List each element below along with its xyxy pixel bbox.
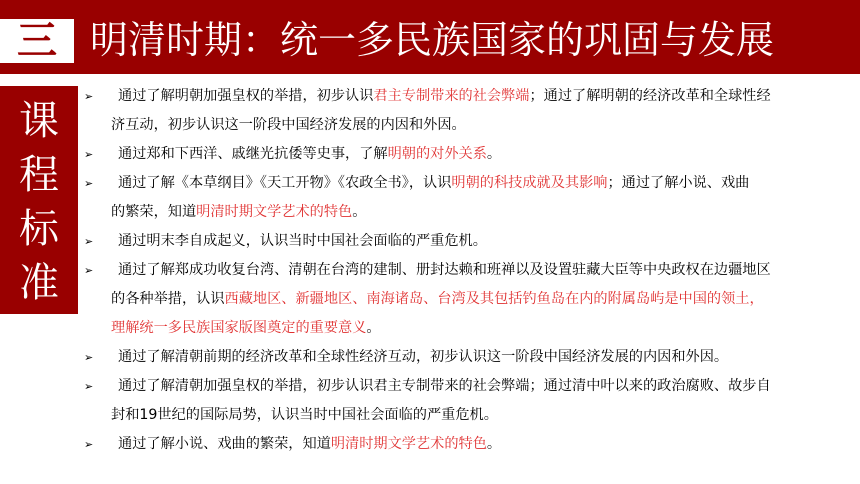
- list-item-continuation: [84, 401, 860, 430]
- list-item: [84, 372, 860, 401]
- list-item-text: [106, 430, 501, 459]
- text-segment: 通过了解明朝加强皇权的举措，初步认识: [118, 88, 374, 104]
- bullet-arrow-icon: ➢: [84, 235, 94, 248]
- text-segment: 通过郑和下西洋、戚继光抗倭等史事，了解: [118, 146, 388, 162]
- list-item-text: [106, 372, 771, 401]
- list-item: [84, 227, 860, 256]
- text-segment: 的繁荣，知道: [111, 204, 197, 220]
- list-item-text: [84, 314, 381, 343]
- side-label-char: 课: [19, 98, 59, 144]
- text-segment: 济互动，初步认识这一阶段中国经济发展的内因和外因。: [111, 117, 466, 133]
- text-segment: ；通过了解小说、戏曲: [607, 175, 750, 191]
- list-item: [84, 169, 860, 198]
- list-item-continuation: [84, 111, 860, 140]
- text-segment: 通过了解郑成功收复台湾、清朝在台湾的建制、册封达赖和班禅以及设置驻藏大臣等中央政权在边疆地区: [118, 262, 771, 278]
- text-segment: 通过明末李自成起义，认识当时中国社会面临的严重危机。: [118, 233, 487, 249]
- list-item-text: [106, 256, 771, 285]
- list-item-text: [106, 343, 728, 372]
- bullet-arrow-icon: ➢: [84, 438, 94, 451]
- bullet-arrow-icon: ➢: [84, 351, 94, 364]
- highlighted-text: 明清时期文学艺术的特色: [196, 204, 353, 220]
- side-label-char: 标: [19, 206, 59, 252]
- list-item-continuation: [84, 285, 860, 314]
- list-item-text: [106, 82, 771, 111]
- text-segment: 。: [486, 146, 502, 162]
- text-segment: 通过了解清朝加强皇权的举措，初步认识君主专制带来的社会弊端；通过清中叶以来的政治腐败、故步自: [118, 378, 771, 394]
- section-number-box: [0, 19, 74, 63]
- bullet-arrow-icon: ➢: [84, 177, 94, 190]
- list-item: [84, 256, 860, 285]
- list-item-text: [84, 198, 366, 227]
- text-segment: 的各种举措，认识: [111, 291, 225, 307]
- list-item-text: [106, 169, 749, 198]
- list-item-text: [106, 140, 501, 169]
- bullet-arrow-icon: ➢: [84, 148, 94, 161]
- side-label-char: 程: [19, 152, 59, 198]
- list-item-text: [84, 285, 764, 314]
- list-item: [84, 343, 860, 372]
- list-item-text: [84, 401, 498, 430]
- side-label-box: [0, 86, 78, 314]
- text-segment: ；通过了解明朝的经济改革和全球性经: [529, 88, 771, 104]
- section-number: 三: [17, 18, 57, 64]
- text-segment: 。: [366, 320, 381, 336]
- side-label-char: 准: [19, 260, 59, 306]
- text-segment: 通过了解清朝前期的经济改革和全球性经济互动，初步认识这一阶段中国经济发展的内因和外因。: [118, 349, 729, 365]
- text-segment: 封和19世纪的国际局势，认识当时中国社会面临的严重危机。: [111, 407, 498, 423]
- list-item-continuation: [84, 314, 860, 343]
- text-segment: 通过了解《本草纲目》《天工开物》《农政全书》，认识: [118, 175, 452, 191]
- curriculum-standards-list: [84, 82, 860, 482]
- highlighted-text: 明清时期文学艺术的特色: [330, 436, 487, 452]
- bullet-arrow-icon: ➢: [84, 380, 94, 393]
- title-banner: [0, 0, 860, 74]
- list-item-text: [106, 227, 487, 256]
- list-item: [84, 82, 860, 111]
- highlighted-text: 明朝的对外关系: [387, 146, 487, 162]
- text-segment: 。: [352, 204, 367, 220]
- highlighted-text: 君主专制带来的社会弊端: [373, 88, 530, 104]
- list-item-text: [84, 111, 466, 140]
- bullet-arrow-icon: ➢: [84, 90, 94, 103]
- list-item: [84, 140, 860, 169]
- list-item: [84, 430, 860, 459]
- highlighted-text: 西藏地区、新疆地区、南海诸岛、台湾及其包括钓鱼岛在内的附属岛屿是中国的领土，: [224, 291, 764, 307]
- list-item-continuation: [84, 198, 860, 227]
- text-segment: 通过了解小说、戏曲的繁荣，知道: [118, 436, 331, 452]
- page-title: 明清时期：统一多民族国家的巩固与发展: [90, 18, 775, 62]
- highlighted-text: 明朝的科技成就及其影响: [451, 175, 608, 191]
- highlighted-text: 理解统一多民族国家版图奠定的重要意义: [111, 320, 367, 336]
- text-segment: 。: [486, 436, 502, 452]
- bullet-arrow-icon: ➢: [84, 264, 94, 277]
- side-label: [0, 94, 78, 310]
